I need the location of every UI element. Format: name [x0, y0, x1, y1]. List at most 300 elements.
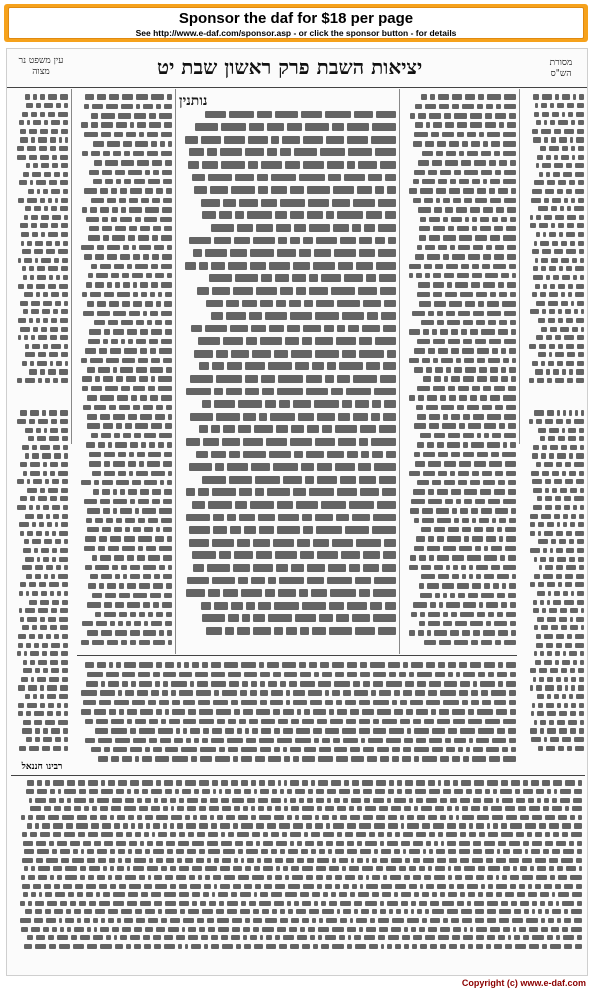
ink-word [422, 518, 434, 523]
ink-word [145, 815, 153, 820]
ink-word [158, 728, 173, 733]
ink-word [435, 866, 445, 871]
ink-word [485, 122, 496, 127]
ink-word [141, 442, 146, 447]
ink-word [237, 728, 242, 733]
ink-word [472, 386, 480, 391]
ink-word [62, 815, 74, 820]
ink-word [544, 137, 548, 142]
ink-word [189, 875, 195, 880]
ink-word [133, 254, 140, 259]
ink-word [511, 508, 516, 513]
ink-word [481, 884, 485, 889]
ink-word [35, 258, 38, 263]
ink-word [50, 651, 58, 656]
ink-word [52, 215, 61, 220]
ink-word [291, 425, 304, 433]
ink-word [100, 188, 108, 193]
ink-word [318, 756, 333, 761]
ink-word [95, 728, 108, 733]
ink-word [51, 608, 57, 613]
ink-word [210, 186, 228, 194]
ink-word [116, 122, 127, 127]
text-line [75, 507, 173, 516]
text-line [11, 273, 69, 282]
ink-word [168, 471, 172, 476]
ink-word [101, 681, 105, 686]
ink-word [203, 892, 209, 897]
ink-word [231, 892, 237, 897]
ink-word [569, 453, 573, 458]
ink-word [356, 918, 367, 923]
ink-word [113, 414, 125, 419]
ink-word [347, 849, 357, 854]
ink-word [329, 627, 352, 635]
ink-word [156, 301, 161, 306]
ink-word [534, 241, 537, 246]
ink-word [224, 875, 235, 880]
ink-word [515, 789, 520, 794]
ink-word [576, 884, 582, 889]
ink-word [98, 738, 112, 743]
ink-word [307, 858, 314, 863]
ink-word [228, 747, 238, 752]
ink-word [397, 789, 402, 794]
ink-word [293, 488, 306, 496]
ink-word [471, 690, 478, 695]
ink-word [31, 866, 35, 871]
ink-word [21, 927, 28, 932]
ink-word [554, 591, 560, 596]
ink-word [82, 621, 93, 626]
sponsor-subtitle[interactable]: See http://www.e-daf.com/sponsor.asp - or click the sponsor button - for details [135, 28, 457, 38]
ink-word [302, 337, 312, 345]
ink-word [328, 174, 341, 182]
ink-word [154, 875, 162, 880]
ink-word [82, 386, 88, 391]
ink-word [287, 325, 300, 333]
ink-word [536, 643, 543, 648]
ink-word [182, 927, 185, 932]
ink-word [478, 672, 485, 677]
ink-word [29, 634, 35, 639]
ink-word [536, 789, 544, 794]
ink-word [410, 555, 416, 560]
ink-word [219, 747, 225, 752]
ink-word [345, 832, 353, 837]
ink-word [428, 815, 437, 820]
ink-word [36, 428, 41, 433]
ink-word [578, 557, 584, 562]
ink-word [36, 103, 41, 108]
ink-word [249, 123, 264, 131]
ink-word [38, 608, 48, 613]
text-line [523, 521, 585, 530]
ink-word [481, 508, 492, 513]
ink-word [203, 728, 209, 733]
ink-word [550, 944, 561, 949]
text-line [403, 262, 517, 271]
copyright-footer[interactable]: Copyright (c) www.e-daf.com [461, 978, 586, 988]
ink-word [184, 662, 189, 667]
ink-word [33, 327, 38, 332]
ink-word [506, 681, 516, 686]
ink-word [138, 536, 152, 541]
ink-word [380, 858, 388, 863]
ink-word [486, 892, 493, 897]
ink-word [161, 395, 172, 400]
ink-word [120, 367, 133, 372]
ink-word [562, 823, 571, 828]
text-line [523, 624, 585, 633]
ink-word [318, 935, 322, 940]
ink-word [158, 832, 167, 837]
ink-word [52, 849, 57, 854]
ink-word [30, 471, 40, 476]
ink-word [21, 815, 25, 820]
ink-word [64, 344, 68, 349]
ink-word [317, 806, 322, 811]
ink-word [462, 348, 474, 353]
ink-word [25, 694, 30, 699]
text-line [75, 441, 173, 450]
ink-word [441, 841, 444, 846]
text-line [11, 667, 69, 676]
ink-word [186, 589, 205, 597]
ink-word [448, 433, 460, 438]
ink-word [340, 237, 356, 245]
ink-word [470, 122, 482, 127]
ink-word [313, 728, 322, 733]
ink-word [23, 471, 27, 476]
ink-word [525, 823, 536, 828]
ink-word [159, 700, 169, 705]
ink-word [256, 841, 260, 846]
ink-word [198, 875, 202, 880]
ink-word [43, 737, 52, 742]
ink-word [508, 593, 516, 598]
ink-word [276, 425, 288, 433]
ink-word [550, 875, 555, 880]
ink-word [113, 901, 124, 906]
ink-word [18, 335, 21, 340]
ink-word [287, 123, 302, 131]
ink-word [61, 660, 68, 665]
ink-word [416, 709, 428, 714]
ink-word [86, 518, 92, 523]
ink-word [329, 602, 344, 610]
ink-word [459, 662, 467, 667]
ink-word [122, 756, 132, 761]
ink-word [127, 901, 137, 906]
ink-word [86, 442, 95, 447]
ink-word [548, 901, 553, 906]
ink-word [252, 350, 271, 358]
ink-word [542, 112, 549, 117]
ink-word [561, 301, 568, 306]
ink-word [61, 223, 68, 228]
ink-word [536, 634, 541, 639]
ink-word [571, 909, 582, 914]
ink-word [574, 789, 582, 794]
ink-word [425, 245, 435, 250]
text-line [179, 436, 397, 449]
ink-word [253, 539, 270, 547]
ink-word [575, 582, 584, 587]
ink-word [541, 453, 546, 458]
ink-word [577, 591, 584, 596]
ink-word [300, 927, 305, 932]
ink-word [331, 287, 355, 295]
ink-word [356, 262, 373, 270]
ink-word [406, 709, 413, 714]
ink-word [134, 858, 146, 863]
ink-word [473, 414, 484, 419]
sponsor-banner[interactable] [4, 4, 588, 42]
ink-word [492, 518, 496, 523]
ink-word [235, 841, 243, 846]
ink-word [279, 577, 304, 585]
ink-word [22, 112, 28, 117]
ink-word [116, 480, 129, 485]
ink-word [501, 376, 508, 381]
ink-word [245, 375, 258, 383]
ink-word [51, 344, 61, 349]
ink-word [295, 738, 311, 743]
ink-word [349, 564, 360, 572]
ink-word [64, 711, 68, 716]
ink-word [311, 849, 316, 854]
ink-word [401, 892, 411, 897]
ink-word [84, 909, 92, 914]
ink-word [472, 583, 481, 588]
ink-word [438, 574, 449, 579]
ink-word [324, 325, 334, 333]
ink-word [458, 471, 469, 476]
ink-word [18, 258, 21, 263]
text-line [179, 348, 397, 361]
ink-word [543, 232, 546, 237]
ink-word [578, 146, 584, 151]
ink-word [60, 155, 68, 160]
text-line [11, 589, 69, 598]
ink-word [234, 551, 253, 559]
ink-word [531, 849, 540, 854]
ink-word [278, 780, 281, 785]
ink-word [139, 583, 150, 588]
ink-word [460, 944, 465, 949]
ink-word [65, 137, 68, 142]
ink-word [267, 875, 272, 880]
ink-word [452, 508, 457, 513]
ink-word [89, 170, 99, 175]
text-line [179, 512, 397, 525]
ink-word [108, 875, 112, 880]
ink-word [436, 198, 440, 203]
ink-word [163, 461, 172, 466]
ink-word [465, 94, 475, 99]
ink-word [579, 215, 584, 220]
text-line [11, 736, 69, 745]
ink-word [165, 747, 178, 752]
ink-word [27, 198, 37, 203]
ink-word [555, 884, 561, 889]
ink-word [505, 944, 512, 949]
ink-word [508, 423, 516, 428]
ink-word [570, 522, 575, 527]
ink-word [285, 337, 299, 345]
ink-word [335, 884, 340, 889]
ink-word [472, 536, 483, 541]
ink-word [66, 823, 73, 828]
ink-word [247, 798, 255, 803]
ink-word [534, 574, 540, 579]
text-line [75, 479, 173, 488]
ink-word [136, 104, 140, 109]
text-line [13, 942, 583, 951]
ink-word [45, 892, 52, 897]
ink-word [531, 711, 534, 716]
ink-word [535, 369, 543, 374]
ink-word [518, 806, 526, 811]
ink-word [487, 414, 501, 419]
ink-word [420, 944, 427, 949]
ink-word [208, 849, 220, 854]
ink-word [445, 122, 454, 127]
ink-word [116, 376, 123, 381]
ink-word [502, 583, 506, 588]
ink-word [21, 677, 28, 682]
ink-word [543, 548, 547, 553]
ink-word [108, 442, 112, 447]
ink-word [253, 627, 271, 635]
ink-word [332, 539, 353, 547]
ink-word [107, 640, 118, 645]
ink-word [283, 866, 288, 871]
ink-word [330, 719, 343, 724]
ink-word [274, 747, 280, 752]
ink-word [118, 849, 125, 854]
ink-word [133, 527, 141, 532]
ink-word [357, 858, 363, 863]
ink-word [334, 249, 356, 257]
ink-word [21, 875, 25, 880]
sponsor-title[interactable]: Sponsor the daf for $18 per page [178, 10, 414, 27]
ink-word [218, 927, 229, 932]
ink-word [190, 413, 213, 421]
ink-word [262, 927, 274, 932]
ink-word [88, 339, 100, 344]
gemara-opening-word: נותנין [179, 93, 208, 109]
ink-word [168, 565, 172, 570]
ink-word [261, 274, 272, 282]
ink-word [490, 179, 500, 184]
ink-word [107, 282, 112, 287]
ink-word [414, 728, 429, 733]
ink-word [344, 274, 363, 282]
ink-word [394, 892, 398, 897]
ink-word [110, 884, 116, 889]
ink-word [153, 823, 160, 828]
ink-word [452, 935, 460, 940]
ink-word [244, 672, 257, 677]
text-line [13, 882, 583, 891]
text-line [75, 149, 173, 158]
ink-word [562, 146, 568, 151]
ink-word [504, 640, 516, 645]
ink-word [475, 909, 484, 914]
ink-word [483, 806, 488, 811]
ink-word [207, 858, 211, 863]
ink-word [577, 548, 584, 553]
ink-word [569, 694, 573, 699]
ink-word [343, 690, 351, 695]
ink-word [551, 223, 555, 228]
ink-word [130, 728, 136, 733]
ink-word [51, 223, 58, 228]
ink-word [34, 918, 43, 923]
text-line [523, 615, 585, 624]
ink-word [20, 496, 27, 501]
ink-word [217, 918, 229, 923]
text-line [179, 323, 397, 336]
ink-word [522, 858, 532, 863]
ink-word [164, 122, 172, 127]
ink-word [115, 282, 120, 287]
ink-word [145, 849, 150, 854]
ink-word [257, 174, 268, 182]
ink-word [153, 747, 162, 752]
ink-word [434, 433, 445, 438]
ink-word [105, 179, 113, 184]
ink-word [155, 414, 165, 419]
ink-word [465, 875, 473, 880]
ink-word [272, 909, 277, 914]
ink-word [64, 703, 68, 708]
ink-word [491, 806, 502, 811]
ink-word [542, 944, 547, 949]
ink-word [402, 935, 410, 940]
ink-word [359, 249, 375, 257]
ink-word [104, 452, 115, 457]
ink-word [480, 217, 489, 222]
ink-word [486, 602, 498, 607]
ink-word [55, 737, 61, 742]
ink-word [354, 901, 362, 906]
ink-word [28, 875, 35, 880]
ink-word [38, 378, 42, 383]
ink-word [345, 700, 356, 705]
ink-word [245, 388, 259, 396]
ink-word [210, 815, 214, 820]
ink-word [65, 918, 74, 923]
ink-word [549, 292, 558, 297]
ink-word [428, 170, 437, 175]
ink-word [261, 199, 277, 207]
ink-word [575, 266, 584, 271]
ink-word [156, 841, 163, 846]
ink-word [401, 841, 410, 846]
ink-word [64, 806, 71, 811]
ink-word [22, 445, 29, 450]
ink-word [18, 634, 26, 639]
ink-word [174, 738, 183, 743]
ink-word [31, 215, 38, 220]
ink-word [471, 282, 480, 287]
ink-word [382, 719, 397, 724]
ink-word [481, 640, 492, 645]
ink-word [138, 823, 143, 828]
